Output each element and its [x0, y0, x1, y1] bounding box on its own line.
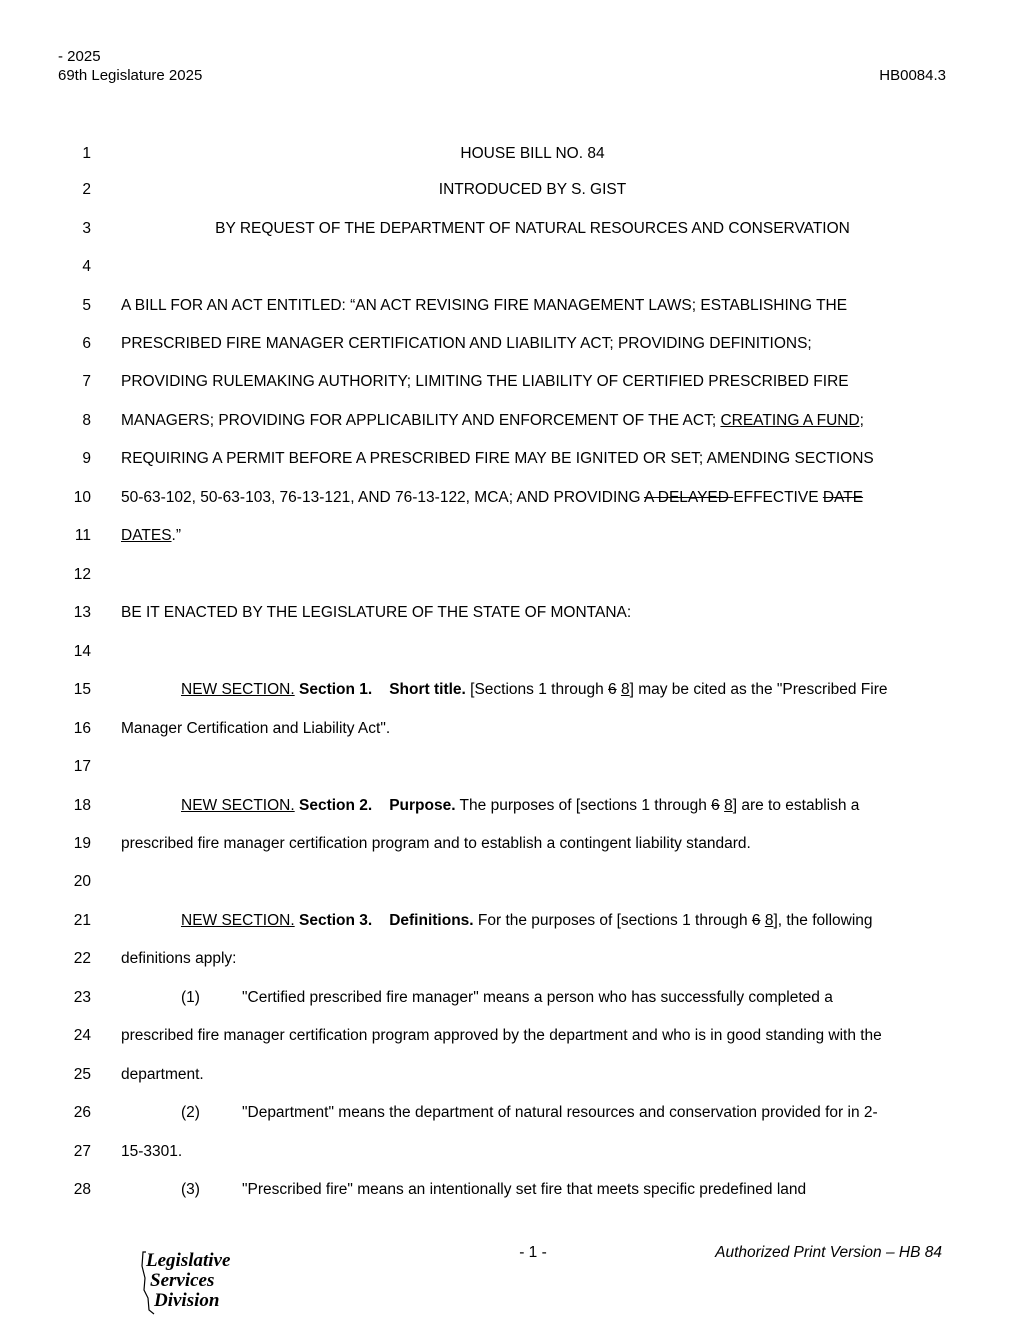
body-text: "Certified prescribed fire manager" means a person who has successfully completed a	[242, 989, 833, 1006]
line-12	[0, 563, 1024, 587]
new-section-label: NEW SECTION.	[181, 797, 295, 814]
line-number: 8	[82, 412, 91, 429]
line-23	[0, 986, 1024, 1010]
line-11	[0, 524, 1024, 548]
line-27	[0, 1140, 1024, 1164]
line-number: 17	[73, 758, 91, 775]
act-title-text: PRESCRIBED FIRE MANAGER CERTIFICATION AND LIABILITY ACT; PROVIDING DEFINITIONS;	[121, 335, 812, 352]
line-5	[0, 294, 1024, 318]
line-13	[0, 601, 1024, 625]
line-number: 24	[73, 1027, 91, 1044]
text-segment: The purposes of [sections 1 through	[455, 797, 712, 814]
line-number: 16	[73, 720, 91, 737]
logo-line-3: Division	[154, 1290, 220, 1311]
stricken-text: DATE	[822, 489, 864, 506]
section-3-heading	[181, 909, 944, 933]
auth-bill: – HB 84	[881, 1244, 942, 1261]
stricken-text: 6	[751, 912, 761, 929]
line-17	[0, 755, 1024, 779]
text-segment: 50-63-102, 50-63-103, 76-13-121, AND 76-13-122, MCA; AND PROVIDING	[121, 489, 644, 506]
paragraph-number: (2)	[181, 1104, 200, 1121]
body-text: prescribed fire manager certification program approved by the department and who is in good standing with the	[121, 1027, 882, 1044]
text-segment: ] may be cited as the "Prescribed Fire	[629, 681, 888, 698]
inserted-text: DATES	[121, 527, 172, 544]
by-request: BY REQUEST OF THE DEPARTMENT OF NATURAL RESOURCES AND CONSERVATION	[215, 220, 850, 237]
text-segment: EFFECTIVE	[733, 489, 823, 506]
logo-line-1: Legislative	[146, 1250, 231, 1271]
line-number: 27	[73, 1143, 91, 1160]
body-text: 15-3301.	[121, 1143, 183, 1160]
body-text: "Department" means the department of natural resources and conservation provided for in 2-	[242, 1104, 878, 1121]
line-number: 9	[82, 450, 91, 467]
bill-title: HOUSE BILL NO. 84	[460, 145, 605, 162]
line-4	[0, 255, 1024, 279]
act-title-text	[121, 486, 944, 510]
line-15	[0, 678, 1024, 702]
enacting-clause: BE IT ENACTED BY THE LEGISLATURE OF THE STATE OF MONTANA:	[121, 604, 632, 621]
line-number: 20	[73, 873, 91, 890]
line-19	[0, 832, 1024, 856]
act-title-text: A BILL FOR AN ACT ENTITLED: “AN ACT REVISING FIRE MANAGEMENT LAWS; ESTABLISHING THE	[121, 297, 848, 314]
page-number: - 1 -	[519, 1244, 547, 1261]
line-number: 18	[73, 797, 91, 814]
new-section-label: NEW SECTION.	[181, 912, 295, 929]
inserted-text: 8	[620, 681, 630, 698]
line-21	[0, 909, 1024, 933]
header-legislature: 69th Legislature 2025	[58, 67, 203, 84]
text-segment: [Sections 1 through	[465, 681, 609, 698]
line-number: 14	[73, 643, 91, 660]
section-title: Purpose.	[389, 797, 456, 814]
act-title-text	[121, 409, 944, 433]
line-8	[0, 409, 1024, 433]
line-25	[0, 1063, 1024, 1087]
line-3	[0, 217, 1024, 241]
line-number: 25	[73, 1066, 91, 1083]
section-title: Short title.	[389, 681, 466, 698]
line-number: 23	[73, 989, 91, 1006]
line-number: 6	[82, 335, 91, 352]
line-22	[0, 947, 1024, 971]
text-segment: .”	[171, 527, 181, 544]
body-text: prescribed fire manager certification program and to establish a contingent liability standard.	[121, 835, 751, 852]
line-number: 7	[82, 373, 91, 390]
introduced-by: INTRODUCED BY S. GIST	[438, 181, 627, 198]
line-26	[0, 1101, 1024, 1125]
line-number: 3	[82, 220, 91, 237]
section-number: Section 1.	[298, 681, 373, 698]
line-7	[0, 370, 1024, 394]
body-text: "Prescribed fire" means an intentionally set fire that meets specific predefined land	[242, 1181, 807, 1198]
auth-label: Authorized Print Version	[715, 1244, 882, 1261]
legislative-services-division-logo	[136, 1248, 246, 1316]
text-segment: MANAGERS; PROVIDING FOR APPLICABILITY AND ENFORCEMENT OF THE ACT;	[121, 412, 721, 429]
line-20	[0, 870, 1024, 894]
line-number: 21	[73, 912, 91, 929]
stricken-text: 6	[608, 681, 617, 698]
stricken-text: A DELAYED	[643, 489, 734, 506]
line-number: 12	[73, 566, 91, 583]
line-number: 2	[82, 181, 91, 198]
line-9	[0, 447, 1024, 471]
body-text: department.	[121, 1066, 204, 1083]
section-number: Section 2.	[298, 797, 373, 814]
line-14	[0, 640, 1024, 664]
line-2	[0, 178, 1024, 202]
header-year: - 2025	[58, 48, 101, 65]
inserted-text: 8	[764, 912, 774, 929]
act-title-text: REQUIRING A PERMIT BEFORE A PRESCRIBED FIRE MAY BE IGNITED OR SET; AMENDING SECTIONS	[121, 450, 874, 467]
line-number: 10	[73, 489, 91, 506]
line-28	[0, 1178, 1024, 1202]
line-24	[0, 1024, 1024, 1048]
line-18	[0, 794, 1024, 818]
line-number: 22	[73, 950, 91, 967]
body-text: Manager Certification and Liability Act".	[121, 720, 391, 737]
inserted-text: CREATING A FUND;	[720, 412, 864, 429]
paragraph-number: (3)	[181, 1181, 200, 1198]
section-1-heading	[181, 678, 944, 702]
line-16	[0, 717, 1024, 741]
line-10	[0, 486, 1024, 510]
section-title: Definitions.	[389, 912, 474, 929]
line-number: 4	[82, 258, 91, 275]
line-number: 11	[74, 527, 91, 544]
text-segment: ], the following	[773, 912, 873, 929]
section-2-heading	[181, 794, 944, 818]
act-title-text	[121, 524, 944, 548]
inserted-text: 8	[724, 797, 733, 814]
line-number: 1	[82, 145, 91, 162]
text-segment: For the purposes of [sections 1 through	[473, 912, 752, 929]
line-number: 26	[73, 1104, 91, 1121]
line-number: 15	[73, 681, 91, 698]
line-number: 5	[82, 297, 91, 314]
body-text: definitions apply:	[121, 950, 237, 967]
new-section-label: NEW SECTION.	[181, 681, 295, 698]
stricken-text: 6	[711, 797, 720, 814]
authorized-print-version	[715, 1244, 942, 1262]
section-number: Section 3.	[298, 912, 373, 929]
line-number: 13	[73, 604, 91, 621]
line-6	[0, 332, 1024, 356]
paragraph-number: (1)	[181, 989, 200, 1006]
header-bill-code: HB0084.3	[879, 67, 946, 84]
line-number: 28	[73, 1181, 91, 1198]
act-title-text: PROVIDING RULEMAKING AUTHORITY; LIMITING THE LIABILITY OF CERTIFIED PRESCRIBED FIRE	[121, 373, 849, 390]
line-1	[0, 142, 1024, 166]
text-segment: ] are to establish a	[732, 797, 860, 814]
line-number: 19	[73, 835, 91, 852]
logo-line-2: Services	[150, 1270, 215, 1291]
